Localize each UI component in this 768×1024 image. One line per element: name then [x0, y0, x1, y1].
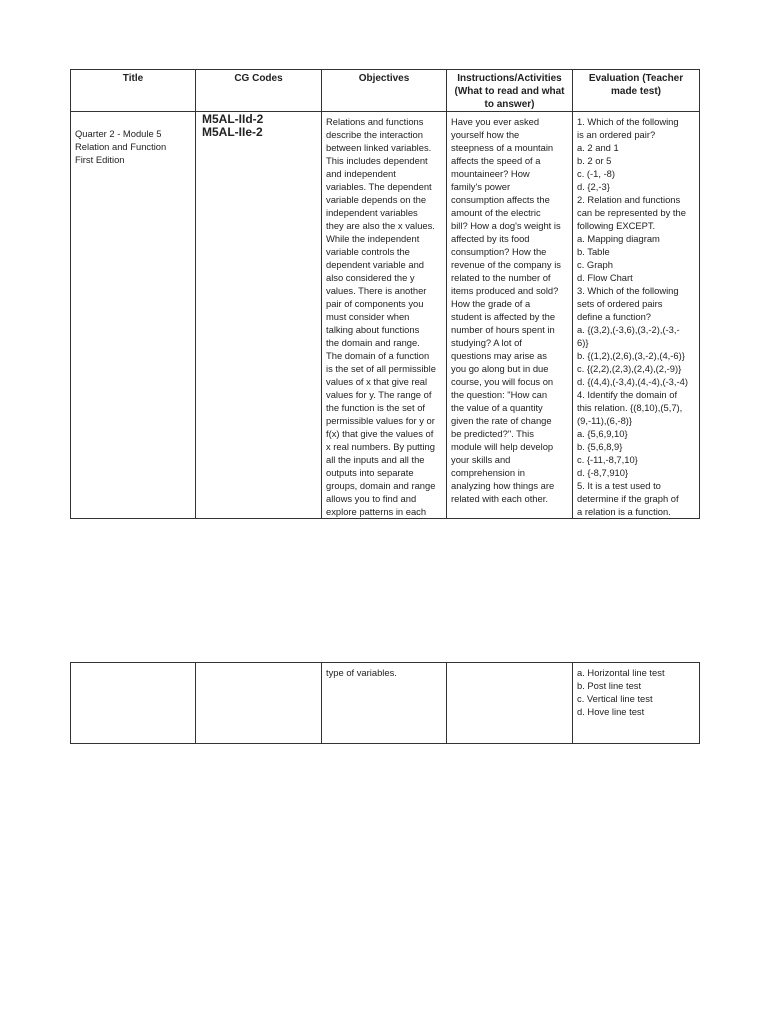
- text-line: determine if the graph of: [577, 493, 679, 504]
- text-line: allows you to find and: [326, 493, 417, 504]
- text-line: related to the number of: [451, 272, 551, 283]
- text-line: This includes dependent: [326, 155, 428, 166]
- text-line: your skills and: [451, 454, 511, 465]
- text-line: d. Hove line test: [577, 706, 645, 717]
- text-line: c. Vertical line test: [577, 693, 653, 704]
- text-line: family's power: [451, 181, 511, 192]
- text-line: permissible values for y or: [326, 415, 435, 426]
- table-row: [71, 112, 700, 519]
- text-line: b. {(1,2),(2,6),(3,-2),(4,-6)}: [577, 350, 685, 361]
- text-line: sets of ordered pairs: [577, 298, 663, 309]
- header-row: [71, 70, 700, 112]
- text-line: describe the interaction: [326, 129, 423, 140]
- text-line: amount of the electric: [451, 207, 541, 218]
- text-line: also considered the y: [326, 272, 415, 283]
- text-line: related with each other.: [451, 493, 548, 504]
- text-line: consumption affects the: [451, 194, 550, 205]
- text-line: d. {(4,4),(-3,4),(4,-4),(-3,-4): [577, 376, 688, 387]
- text-line: can be represented by the: [577, 207, 686, 218]
- text-line: 4. Identify the domain of: [577, 389, 678, 400]
- text-line: Relation and Function: [75, 141, 167, 152]
- text-line: mountaineer? How: [451, 168, 530, 179]
- text-line: between linked variables.: [326, 142, 432, 153]
- text-line: affects the speed of a: [451, 155, 541, 166]
- text-line: M5AL-IIe-2: [202, 125, 263, 139]
- text-line: While the independent: [326, 233, 420, 244]
- text-line: Have you ever asked: [451, 116, 540, 127]
- text-line: and independent: [326, 168, 396, 179]
- text-line: 3. Which of the following: [577, 285, 679, 296]
- text-line: affected by its food: [451, 233, 530, 244]
- text-line: questions may arise as: [451, 350, 547, 361]
- text-line: values of x that give real: [326, 376, 428, 387]
- text-line: c. {(2,2),(2,3),(2,4),(2,-9)}: [577, 363, 682, 374]
- text-line: Relations and functions: [326, 116, 424, 127]
- text-line: steepness of a mountain: [451, 142, 554, 153]
- title-cell: [71, 112, 196, 519]
- title-cell-empty: [71, 663, 196, 744]
- text-line: b. 2 or 5: [577, 155, 612, 166]
- text-line: is the set of all permissible: [326, 363, 436, 374]
- text-line: How the grade of a: [451, 298, 531, 309]
- evaluation-cell: [573, 112, 700, 519]
- text-line: variable controls the: [326, 246, 410, 257]
- text-line: items produced and sold?: [451, 285, 559, 296]
- text-line: variable depends on the: [326, 194, 427, 205]
- text-line: the question: "How can: [451, 389, 548, 400]
- cg-codes-cell-empty: [196, 663, 322, 744]
- text-line: revenue of the company is: [451, 259, 561, 270]
- lesson-table-page-1: [70, 69, 700, 519]
- header-instructions: Instructions/Activities (What to read and what to answer): [447, 70, 573, 112]
- text-line: outputs into separate: [326, 467, 414, 478]
- text-line: First Edition: [75, 154, 125, 165]
- text-line: f(x) that give the values of: [326, 428, 434, 439]
- text-line: talking about functions: [326, 324, 420, 335]
- text-line: all the inputs and all the: [326, 454, 425, 465]
- text-line: Quarter 2 - Module 5: [75, 128, 162, 139]
- text-line: a. Mapping diagram: [577, 233, 660, 244]
- header-objectives: Objectives: [322, 70, 447, 112]
- text-line: must consider when: [326, 311, 410, 322]
- text-line: consumption? How the: [451, 246, 547, 257]
- text-line: analyzing how things are: [451, 480, 555, 491]
- text-line: independent variables: [326, 207, 418, 218]
- text-line: 1. Which of the following: [577, 116, 679, 127]
- text-line: dependent variable and: [326, 259, 424, 270]
- text-line: groups, domain and range: [326, 480, 436, 491]
- text-line: bill? How a dog's weight is: [451, 220, 561, 231]
- text-line: the function is the set of: [326, 402, 426, 413]
- text-line: student is affected by the: [451, 311, 556, 322]
- instructions-cell-empty: [447, 663, 573, 744]
- text-line: explore patterns in each: [326, 506, 427, 517]
- text-line: yourself how the: [451, 129, 520, 140]
- text-line: b. Post line test: [577, 680, 642, 691]
- objectives-cell: [322, 112, 447, 519]
- header-cg-codes: CG Codes: [196, 70, 322, 112]
- text-line: variables. The dependent: [326, 181, 432, 192]
- text-line: The domain of a function: [326, 350, 430, 361]
- text-line: a. Horizontal line test: [577, 667, 665, 678]
- text-line: comprehension in: [451, 467, 526, 478]
- text-line: following EXCEPT.: [577, 220, 656, 231]
- text-line: c. (-1, -8): [577, 168, 616, 179]
- objectives-cell: [322, 663, 447, 744]
- text-line: a. {(3,2),(-3,6),(3,-2),(-3,-: [577, 324, 680, 335]
- text-line: x real numbers. By putting: [326, 441, 435, 452]
- text-line: this relation. {(8,10),(5,7),: [577, 402, 683, 413]
- text-line: number of hours spent in: [451, 324, 555, 335]
- text-line: b. {5,6,8,9}: [577, 441, 623, 452]
- text-line: studying? A lot of: [451, 337, 522, 348]
- text-line: c. {-11,-8,7,10}: [577, 454, 638, 465]
- text-line: module will help develop: [451, 441, 554, 452]
- text-line: a. {5,6,9,10}: [577, 428, 628, 439]
- cg-codes-cell: [196, 112, 322, 519]
- text-line: is an ordered pair?: [577, 129, 656, 140]
- text-line: 2. Relation and functions: [577, 194, 681, 205]
- text-line: define a function?: [577, 311, 652, 322]
- text-line: they are also the x values.: [326, 220, 435, 231]
- text-line: c. Graph: [577, 259, 613, 270]
- text-line: M5AL-IId-2: [202, 112, 264, 126]
- text-line: b. Table: [577, 246, 610, 257]
- text-line: d. {2,-3}: [577, 181, 610, 192]
- text-line: 6)}: [577, 337, 589, 348]
- text-line: type of variables.: [326, 667, 397, 678]
- text-line: given the rate of change: [451, 415, 552, 426]
- text-line: you go along but in due: [451, 363, 549, 374]
- text-line: a relation is a function.: [577, 506, 671, 517]
- text-line: values. There is another: [326, 285, 427, 296]
- table-row: [71, 663, 700, 744]
- text-line: 5. It is a test used to: [577, 480, 661, 491]
- instructions-cell: [447, 112, 573, 519]
- text-line: values for y. The range of: [326, 389, 432, 400]
- text-line: course, you will focus on: [451, 376, 554, 387]
- text-line: pair of components you: [326, 298, 424, 309]
- header-title: Title: [71, 70, 196, 112]
- text-line: d. {-8,7,910}: [577, 467, 629, 478]
- text-line: the domain and range.: [326, 337, 420, 348]
- text-line: the value of a quantity: [451, 402, 543, 413]
- text-line: a. 2 and 1: [577, 142, 619, 153]
- evaluation-cell: [573, 663, 700, 744]
- text-line: be predicted?". This: [451, 428, 534, 439]
- text-line: d. Flow Chart: [577, 272, 633, 283]
- text-line: (9,-11),(6,-8)}: [577, 415, 633, 426]
- lesson-table-page-2: [70, 662, 700, 744]
- header-evaluation: Evaluation (Teacher made test): [573, 70, 700, 112]
